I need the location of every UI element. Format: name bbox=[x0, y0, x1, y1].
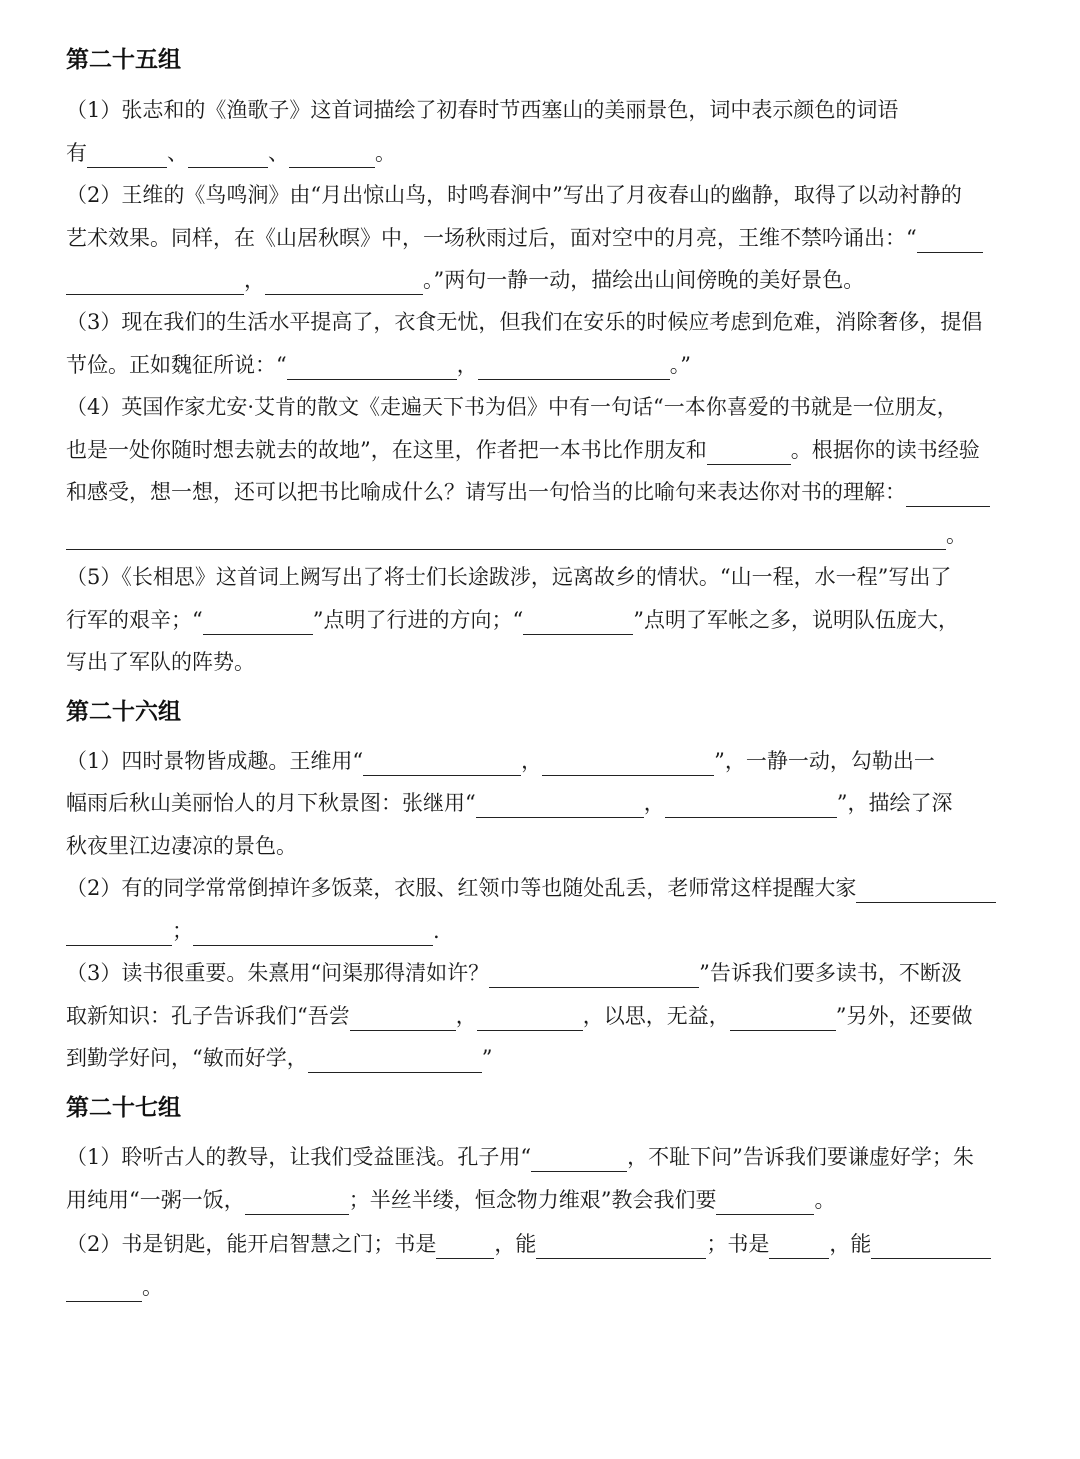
text-segment: ” bbox=[481, 1046, 493, 1070]
fill-in-blank[interactable] bbox=[363, 751, 521, 776]
text-segment: 、 bbox=[268, 141, 289, 165]
group-25-line-9 bbox=[66, 435, 1016, 465]
text-segment: 。 bbox=[946, 523, 967, 547]
fill-in-blank[interactable] bbox=[523, 610, 633, 635]
text-segment: 。 bbox=[375, 141, 396, 165]
fill-in-blank[interactable] bbox=[436, 1234, 494, 1259]
fill-in-blank[interactable] bbox=[66, 270, 244, 295]
group-25-line-8 bbox=[66, 392, 1016, 422]
fill-in-blank[interactable] bbox=[265, 270, 423, 295]
text-segment: ， bbox=[455, 1004, 477, 1028]
fill-in-blank[interactable] bbox=[193, 921, 433, 946]
fill-in-blank[interactable] bbox=[769, 1234, 829, 1259]
fill-in-blank[interactable] bbox=[188, 143, 268, 168]
text-segment: 用纯用“一粥一饭， bbox=[66, 1188, 245, 1212]
fill-in-blank[interactable] bbox=[871, 1234, 991, 1259]
text-segment: （1）四时景物皆成趣。王维用“ bbox=[66, 749, 364, 773]
text-segment: ；半丝半缕，恒念物力维艰”教会我们要 bbox=[348, 1188, 717, 1212]
fill-in-blank[interactable] bbox=[476, 793, 644, 818]
group-26-line-4 bbox=[66, 873, 1016, 903]
fill-in-blank[interactable] bbox=[716, 1190, 814, 1215]
text-segment: （5）《长相思》这首词上阙写出了将士们长途跋涉，远离故乡的情状。“山一程，水一程”写出了 bbox=[66, 565, 952, 589]
fill-in-blank[interactable] bbox=[489, 963, 699, 988]
fill-in-blank[interactable] bbox=[289, 143, 375, 168]
group-25-line-14 bbox=[66, 647, 1016, 677]
group-26-line-3 bbox=[66, 831, 1016, 861]
fill-in-blank[interactable] bbox=[66, 1277, 142, 1302]
fill-in-blank[interactable] bbox=[707, 440, 791, 465]
group-26-line-5 bbox=[66, 916, 1016, 946]
group-25-line-1 bbox=[66, 95, 1016, 125]
text-segment: ”点明了行进的方向；“ bbox=[312, 608, 524, 632]
text-segment: ”告诉我们要多读书，不断汲 bbox=[699, 961, 962, 985]
text-segment: 节俭。正如魏征所说：“ bbox=[66, 353, 287, 377]
group-26-line-6 bbox=[66, 958, 1016, 988]
group-25-line-12 bbox=[66, 562, 1016, 592]
text-segment: ”点明了军帐之多，说明队伍庞大， bbox=[633, 608, 959, 632]
group-26-line-1 bbox=[66, 746, 1016, 776]
fill-in-blank[interactable] bbox=[350, 1006, 456, 1031]
text-segment: ， bbox=[456, 353, 478, 377]
group-25-line-13 bbox=[66, 605, 1016, 635]
fill-in-blank[interactable] bbox=[856, 878, 996, 903]
fill-in-blank[interactable] bbox=[287, 355, 457, 380]
text-segment: 行军的艰辛；“ bbox=[66, 608, 203, 632]
text-segment: 取新知识：孔子告诉我们“吾尝 bbox=[66, 1004, 350, 1028]
text-segment: 。” bbox=[669, 353, 691, 377]
text-segment: （2）有的同学常常倒掉许多饭菜，衣服、红领巾等也随处乱丢，老师常这样提醒大家 bbox=[66, 876, 857, 900]
group-26-line-2 bbox=[66, 788, 1016, 818]
text-segment: 艺术效果。同样，在《山居秋暝》中，一场秋雨过后，面对空中的月亮，王维不禁吟诵出：“ bbox=[66, 226, 917, 250]
text-segment: ，能 bbox=[494, 1232, 537, 1256]
group-25-line-3 bbox=[66, 180, 1016, 210]
fill-in-blank[interactable] bbox=[308, 1048, 482, 1073]
fill-in-blank[interactable] bbox=[87, 143, 167, 168]
text-segment: （4）英国作家尤安·艾肯的散文《走遍天下书为侣》中有一句话“一本你喜爱的书就是一位朋友， bbox=[66, 395, 958, 419]
fill-in-blank[interactable] bbox=[477, 1006, 583, 1031]
text-segment: （1）聆听古人的教导，让我们受益匪浅。孔子用“ bbox=[66, 1145, 532, 1169]
group-25-title: 第二十五组 bbox=[66, 47, 181, 73]
fill-in-blank[interactable] bbox=[531, 1147, 627, 1172]
text-segment: 。根据你的读书经验 bbox=[790, 438, 980, 462]
text-segment: ；书是 bbox=[706, 1232, 770, 1256]
group-26-title: 第二十六组 bbox=[66, 699, 181, 725]
text-segment: 有 bbox=[66, 141, 87, 165]
text-segment: ， bbox=[521, 749, 543, 773]
text-segment: ”另外，还要做 bbox=[835, 1004, 973, 1028]
group-27-title: 第二十七组 bbox=[66, 1095, 181, 1121]
text-segment: . bbox=[433, 919, 440, 943]
text-segment: ”，描绘了深 bbox=[836, 791, 953, 815]
text-segment: 写出了军队的阵势。 bbox=[66, 650, 255, 674]
text-segment: 秋夜里江边凄凉的景色。 bbox=[66, 834, 297, 858]
group-25-line-5 bbox=[66, 265, 1016, 295]
text-segment: （2）书是钥匙，能开启智慧之门；书是 bbox=[66, 1232, 437, 1256]
text-segment: ， bbox=[244, 268, 265, 292]
group-25-line-2 bbox=[66, 138, 1016, 168]
fill-in-blank[interactable] bbox=[478, 355, 670, 380]
group-25-line-6 bbox=[66, 307, 1016, 337]
group-25-line-11 bbox=[66, 520, 1016, 550]
text-segment: ， bbox=[643, 791, 665, 815]
text-segment: ，能 bbox=[829, 1232, 872, 1256]
fill-in-blank[interactable] bbox=[245, 1190, 349, 1215]
group-25-line-10 bbox=[66, 477, 1016, 507]
text-segment: 也是一处你随时想去就去的故地”，在这里，作者把一本书比作朋友和 bbox=[66, 438, 707, 462]
text-segment: ，不耻下问”告诉我们要谦虚好学；朱 bbox=[627, 1145, 974, 1169]
text-segment: 和感受，想一想，还可以把书比喻成什么？请写出一句恰当的比喻句来表达你对书的理解： bbox=[66, 480, 906, 504]
fill-in-blank[interactable] bbox=[66, 921, 172, 946]
text-segment: 。 bbox=[142, 1275, 163, 1299]
group-25-line-4 bbox=[66, 223, 1016, 253]
text-segment: ； bbox=[172, 919, 193, 943]
fill-in-blank[interactable] bbox=[730, 1006, 836, 1031]
text-segment: （1）张志和的《渔歌子》这首词描绘了初春时节西塞山的美丽景色，词中表示颜色的词语 bbox=[66, 98, 899, 122]
group-25-line-7 bbox=[66, 350, 1016, 380]
text-segment: （3）现在我们的生活水平提高了，衣食无忧，但我们在安乐的时候应考虑到危难，消除奢侈，提倡 bbox=[66, 310, 983, 334]
text-segment: ，以思，无益， bbox=[582, 1004, 730, 1028]
text-segment: 。 bbox=[814, 1188, 836, 1212]
group-27-line-2 bbox=[66, 1185, 1016, 1215]
group-27-line-3 bbox=[66, 1229, 1016, 1259]
text-segment: ”，一静一动，勾勒出一 bbox=[714, 749, 935, 773]
fill-in-blank[interactable] bbox=[917, 228, 983, 253]
text-segment: （2）王维的《鸟鸣涧》由“月出惊山鸟，时鸣春涧中”写出了月夜春山的幽静，取得了以动衬静的 bbox=[66, 183, 962, 207]
fill-in-blank[interactable] bbox=[66, 525, 946, 550]
group-26-line-7 bbox=[66, 1001, 1016, 1031]
fill-in-blank[interactable] bbox=[536, 1234, 706, 1259]
text-segment: 幅雨后秋山美丽怡人的月下秋景图：张继用“ bbox=[66, 791, 476, 815]
text-segment: 到勤学好问，“敏而好学， bbox=[66, 1046, 308, 1070]
fill-in-blank[interactable] bbox=[665, 793, 837, 818]
fill-in-blank[interactable] bbox=[542, 751, 714, 776]
group-27-line-4 bbox=[66, 1272, 1016, 1302]
fill-in-blank[interactable] bbox=[203, 610, 313, 635]
group-26-line-8 bbox=[66, 1043, 1016, 1073]
text-segment: 、 bbox=[167, 141, 188, 165]
group-27-line-1 bbox=[66, 1142, 1016, 1172]
fill-in-blank[interactable] bbox=[906, 482, 990, 507]
text-segment: （3）读书很重要。朱熹用“问渠那得清如许？ bbox=[66, 961, 490, 985]
text-segment: 。”两句一静一动，描绘出山间傍晚的美好景色。 bbox=[423, 268, 865, 292]
